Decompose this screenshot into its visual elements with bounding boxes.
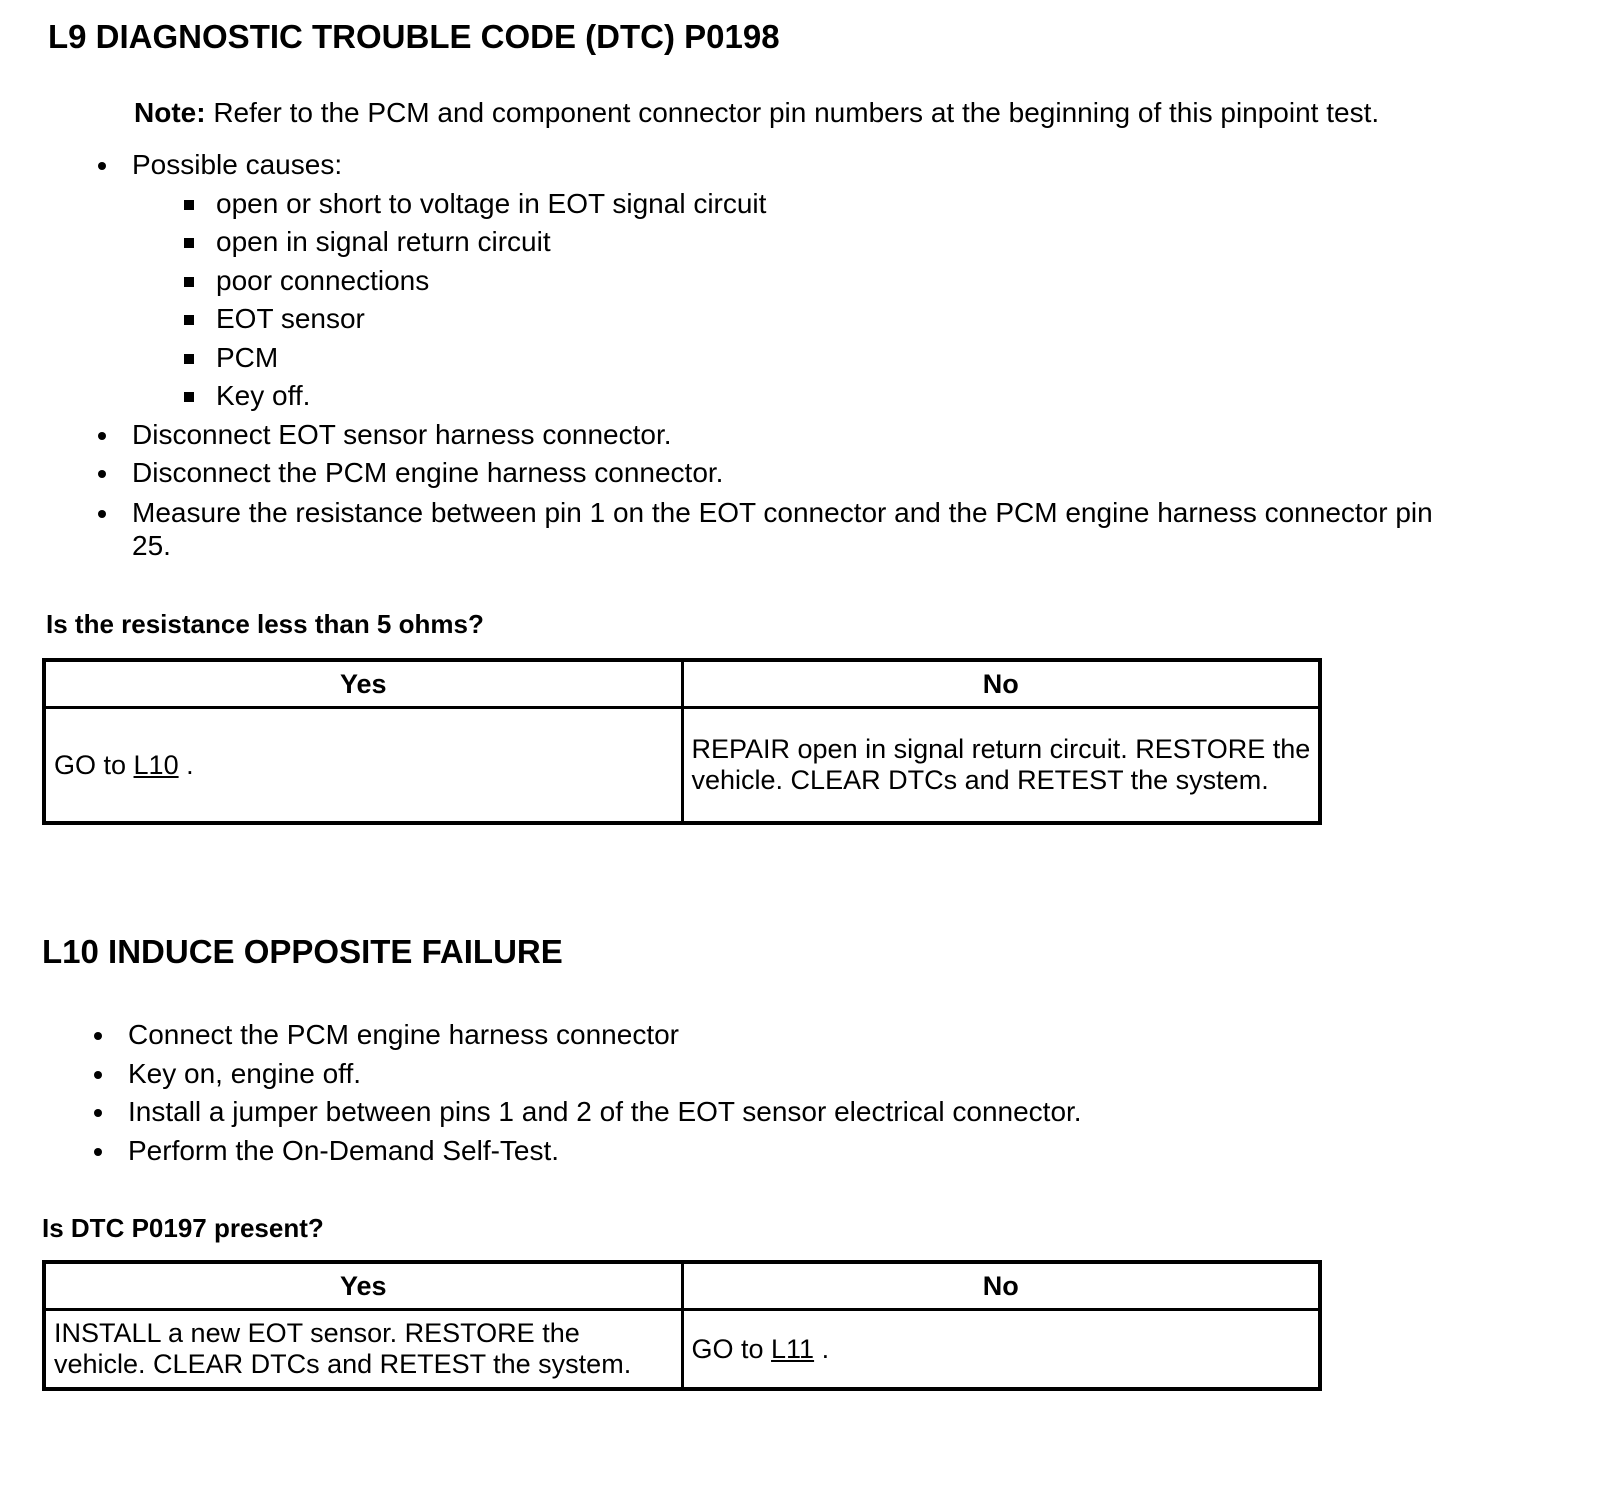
note [134,97,1379,129]
section-title-l10: L10 INDUCE OPPOSITE FAILURE [42,933,563,970]
list-item [96,493,1476,562]
list-item [92,1132,1392,1171]
cause-text: EOT sensor [216,303,365,334]
cause-item [96,185,1476,224]
yes-header: Yes [44,1262,682,1310]
yes-cell: INSTALL a new EOT sensor. RESTORE the vehicle. CLEAR DTCs and RETEST the system. [44,1310,682,1390]
bullet-icon [94,1109,102,1117]
square-bullet-icon [184,238,194,248]
step-text: Perform the On-Demand Self-Test. [128,1134,560,1166]
note-label: Note: [134,97,206,128]
list-item [96,454,1476,493]
bullet-icon [98,470,106,478]
table-row [44,1310,1320,1390]
cause-text: poor connections [216,264,430,296]
step-text: Key on, engine off. [128,1057,361,1089]
list-item [92,1016,1392,1055]
possible-causes-list [132,185,1476,416]
list-item [96,416,1476,455]
yes-cell-suffix: . [178,749,194,780]
no-header: No [682,660,1320,708]
no-cell: REPAIR open in signal return circuit. RESTORE the vehicle. CLEAR DTCs and RETEST the system. [682,708,1320,824]
yes-cell [44,708,682,824]
cause-item [96,300,1476,339]
list-item [92,1055,1392,1094]
table-header-row [44,1262,1320,1310]
step-text: Disconnect the PCM engine harness connector. [132,457,724,488]
table-row [44,708,1320,824]
question-l10: Is DTC P0197 present? [42,1213,324,1243]
note-text: Refer to the PCM and component connector pin numbers at the beginning of this pinpoint test. [205,97,1380,128]
goto-l10-link[interactable]: L10 [133,749,179,780]
yes-no-table-l9 [42,658,1322,825]
square-bullet-icon [184,277,194,287]
no-header: No [682,1262,1320,1310]
cause-text: PCM [216,341,279,373]
no-cell-suffix: . [814,1333,830,1364]
square-bullet-icon [184,392,194,402]
yes-cell-text: GO to [54,749,134,780]
bullet-icon [98,432,106,440]
yes-no-table-l10 [42,1260,1322,1391]
step-text: Measure the resistance between pin 1 on the EOT connector and the PCM engine harness connector pin 25. [132,496,1433,561]
list-item [96,146,1476,416]
square-bullet-icon [184,315,194,325]
table-header-row [44,660,1320,708]
bullet-icon [94,1071,102,1079]
no-cell [682,1310,1320,1390]
cause-item [96,339,1476,378]
bullet-icon [98,162,106,170]
cause-text: Key off. [216,380,311,411]
cause-text: open in signal return circuit [216,226,551,257]
cause-item [96,262,1476,301]
step-text: Disconnect EOT sensor harness connector. [132,418,672,450]
possible-causes-label: Possible causes: [132,149,343,180]
square-bullet-icon [184,354,194,364]
square-bullet-icon [184,200,194,210]
step-text: Install a jumper between pins 1 and 2 of the EOT sensor electrical connector. [128,1096,1082,1127]
step-text: Connect the PCM engine harness connector [128,1019,679,1050]
goto-l11-link[interactable]: L11 [771,1333,815,1364]
bullet-icon [94,1032,102,1040]
no-cell-text: GO to [691,1333,772,1364]
cause-item [96,223,1476,262]
list-item [92,1093,1392,1132]
bullet-icon [98,510,106,518]
question-l9: Is the resistance less than 5 ohms? [46,609,484,639]
l9-step-list [96,146,1476,562]
cause-text: open or short to voltage in EOT signal circuit [216,187,767,219]
section-title-l9: L9 DIAGNOSTIC TROUBLE CODE (DTC) P0198 [48,18,780,55]
l10-step-list [92,1016,1392,1170]
bullet-icon [94,1148,102,1156]
yes-header: Yes [44,660,682,708]
cause-item [96,377,1476,416]
